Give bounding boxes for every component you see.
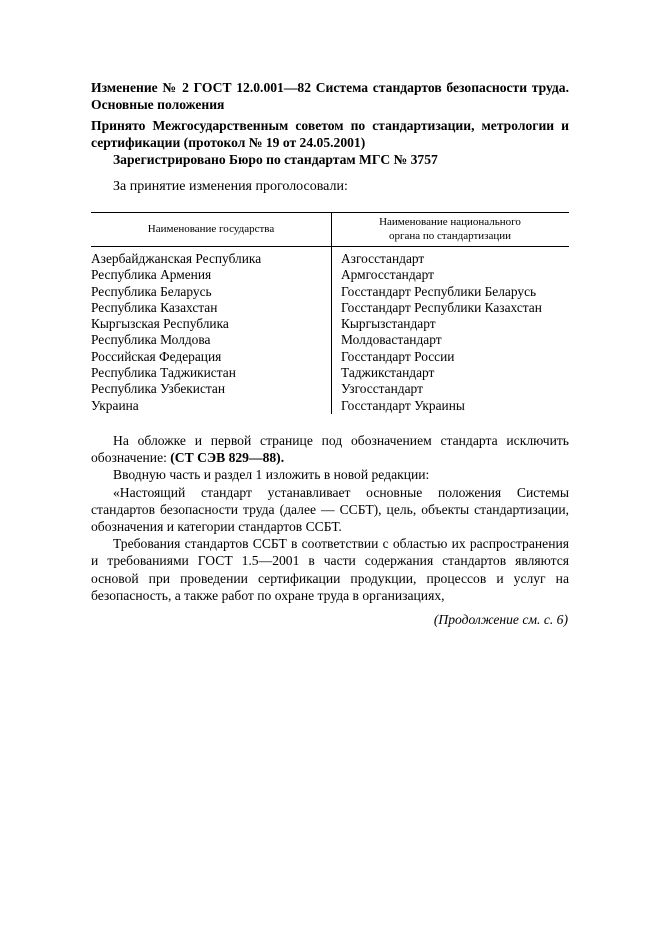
paragraph-standard-scope: «Настоящий стандарт устанавливает основные положения Системы стандартов безопасности труда (далее — ССБТ), цель, объекты стандартизации, обозначения и категории стандартов ССБТ. xyxy=(91,484,569,535)
table-row-state: Украина xyxy=(91,397,139,413)
table-header-state: Наименование государства xyxy=(147,223,275,235)
table-row-body: Узгосстандарт xyxy=(341,381,423,397)
table-row-state: Республика Молдова xyxy=(91,332,211,348)
table-row-body: Госстандарт Украины xyxy=(341,397,465,413)
table-row-body: Азгосстандарт xyxy=(341,251,425,266)
table-row-state: Республика Таджикистан xyxy=(91,365,236,381)
table-column-states xyxy=(91,251,327,414)
table-row-state: Российская Федерация xyxy=(91,348,222,364)
paragraph-cover-designation xyxy=(91,432,569,466)
table-header-rule xyxy=(91,246,569,247)
table-header-body-line1: Наименование национального xyxy=(379,216,521,228)
table-top-rule xyxy=(91,212,569,213)
removed-designation: (СТ СЭВ 829—88). xyxy=(170,450,285,466)
table-row-state: Республика Беларусь xyxy=(91,283,212,299)
continuation-note: (Продолжение см. с. 6) xyxy=(433,612,568,627)
table-row-body: Госстандарт Республики Казахстан xyxy=(341,299,542,315)
table-header-body xyxy=(331,215,569,243)
table-row-body: Госстандарт России xyxy=(341,348,455,364)
table-row-state: Республика Казахстан xyxy=(91,299,218,315)
vote-intro: За принятие изменения проголосовали: xyxy=(113,179,348,194)
table-row-body: Армгосстандарт xyxy=(341,267,434,283)
table-row-body: Госстандарт Республики Беларусь xyxy=(341,283,537,299)
table-row-state: Республика Узбекистан xyxy=(91,381,226,397)
table-row-body: Кыргызстандарт xyxy=(341,316,436,332)
adoption-note: Принято Межгосударственным советом по стандартизации, метрологии и сертификации (протокол № 19 от 24.05.2001) xyxy=(91,118,569,150)
table-column-bodies xyxy=(341,251,575,414)
table-header-body-line2: органа по стандартизации xyxy=(388,230,512,242)
registration-note: Зарегистрировано Бюро по стандартам МГС № 3757 xyxy=(113,152,438,167)
amendment-title: Изменение № 2 ГОСТ 12.0.001—82 Система стандартов безопасности труда. Основные положения xyxy=(91,80,569,112)
paragraph-requirements: Требования стандартов ССБТ в соответствии с областью их распространения и требованиями ГОСТ 1.5—2001 в части содержания стандартов являются основой при проведении сертификации продукции, процессов и услуг на безопасность, а также работ по охране труда в организациях, xyxy=(91,536,569,603)
paragraph-new-edition: Вводную часть и раздел 1 изложить в новой редакции: xyxy=(113,467,430,483)
table-row-state: Республика Армения xyxy=(91,267,212,283)
table-row-state: Кыргызская Республика xyxy=(91,316,229,332)
amendment-body xyxy=(91,432,569,604)
table-row-body: Молдовастандарт xyxy=(341,332,442,348)
table-row-state: Азербайджанская Республика xyxy=(91,251,262,266)
paragraph-cover-text: На обложке и первой странице под обозначением стандарта исключить обозначение: xyxy=(91,433,569,466)
table-row-body: Таджикстандарт xyxy=(341,365,435,381)
